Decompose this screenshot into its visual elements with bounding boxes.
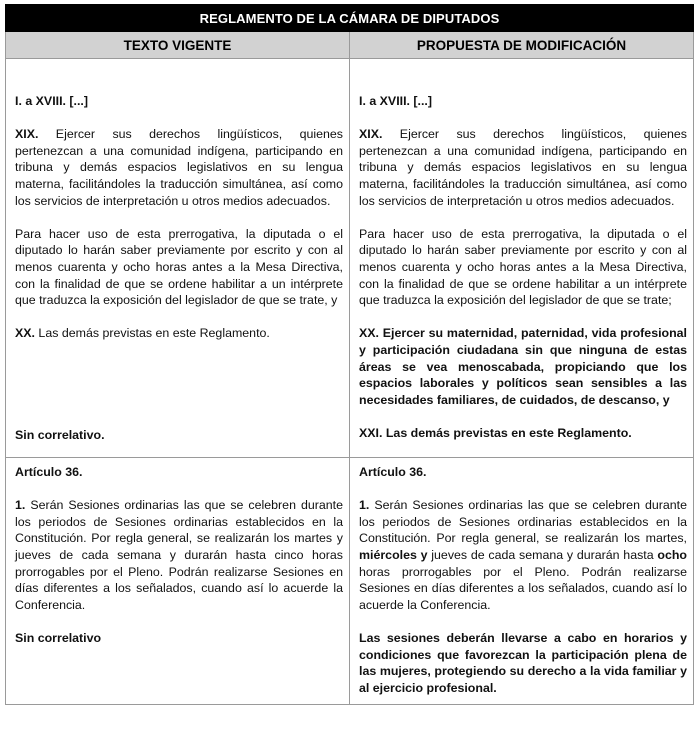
header-texto-vigente: TEXTO VIGENTE <box>6 32 350 59</box>
fraction-xix-number: XIX. <box>15 127 39 142</box>
new-paragraph-sessions: Las sesiones deberán llevarse a cabo en horarios y condiciones que favorezcan la participación plena de las mujeres, protegiendo su derecho a la vida familiar y al ejercicio profesional. <box>359 631 687 695</box>
fractions-placeholder: I. a XVIII. [...] <box>15 94 88 108</box>
header-row <box>6 32 694 59</box>
prerogative-paragraph: Para hacer uso de esta prerrogativa, la diputada o el diputado lo harán saber previamente por escrito y con al menos cuarenta y ocho horas antes a la Mesa Directiva, con la finalidad de que se ordene habilitar a un intérprete que traduzca la exposición del legislador de que se trate, y <box>15 226 343 308</box>
fraction-xix-number: XIX. <box>359 127 383 142</box>
header-propuesta: PROPUESTA DE MODIFICACIÓN <box>350 32 694 59</box>
paragraph-text-c: jueves de cada semana y durarán hasta <box>427 548 658 563</box>
prerogative-paragraph: Para hacer uso de esta prerrogativa, la diputada o el diputado lo harán saber previamente por escrito y con al menos cuarenta y ocho horas antes a la Mesa Directiva, con la finalidad de que se ordene habilitar a un intérprete que traduzca la exposición del legislador de que se trate; <box>359 226 687 308</box>
paragraph-number: 1. <box>359 498 370 513</box>
table-row <box>6 59 694 458</box>
paragraph-text-a: Serán Sesiones ordinarias las que se celebren durante los periodos de Sesiones ordinarias establecidos en la Constitución. Por regla general, se realizarán los martes, <box>359 498 687 546</box>
fraction-xix-text: Ejercer sus derechos lingüísticos, quienes pertenezcan a una comunidad indígena, participando en tribuna y demás espacios legislativos en su lengua materna, facilitándoles la traducción simultánea, así como los servicios de interpretación u otros medios adecuados. <box>359 127 687 208</box>
fraction-xx-number: XX. <box>15 326 35 341</box>
sin-correlativo-label: Sin correlativo. <box>15 427 105 442</box>
fraction-xx-new: XX. Ejercer su maternidad, paternidad, vida profesional y participación ciudadana sin que ninguna de estas áreas se vea menoscabada, propiciando que los espacios laborales y políticos sean sensibles a las necesidades familiares, de cuidados, de descanso, y <box>359 326 687 407</box>
paragraph-text: Serán Sesiones ordinarias las que se celebren durante los periodos de Sesiones ordinarias establecidos en la Constitución. Por regla general, se realizarán los martes y jueves de cada semana y durarán hasta cinco horas prorrogables por el Pleno. Podrán realizarse Sesiones en días diferentes a los señalados, cuando así lo acuerde la Conferencia. <box>15 498 343 612</box>
title-row <box>6 5 694 32</box>
comparison-table <box>5 4 694 705</box>
article-36-paragraph-1 <box>359 497 687 613</box>
fraction-xix <box>15 126 343 209</box>
paragraph-number: 1. <box>15 498 26 513</box>
fraction-xxi: XXI. Las demás previstas en este Reglamento. <box>359 425 632 440</box>
article-36-heading: Artículo 36. <box>15 465 83 480</box>
article-36-paragraph-1 <box>15 497 343 613</box>
row1-right-cell <box>350 59 694 458</box>
paragraph-text-ocho: ocho <box>657 548 687 563</box>
table-row <box>6 458 694 705</box>
paragraph-text-e: horas prorrogables por el Pleno. Podrán realizarse Sesiones en días diferentes a los señalados, cuando así lo acuerde la Conferencia. <box>359 564 687 612</box>
fraction-xix <box>359 126 687 209</box>
table-title: REGLAMENTO DE LA CÁMARA DE DIPUTADOS <box>6 5 694 32</box>
fractions-placeholder: I. a XVIII. [...] <box>359 94 432 108</box>
row2-left-cell <box>6 458 350 705</box>
fraction-xx-text: Las demás previstas en este Reglamento. <box>34 326 270 341</box>
row2-right-cell <box>350 458 694 705</box>
sin-correlativo-label: Sin correlativo <box>15 631 102 646</box>
article-36-heading: Artículo 36. <box>359 465 427 480</box>
row1-left-cell <box>6 59 350 458</box>
fraction-xx <box>15 325 343 342</box>
fraction-xix-text: Ejercer sus derechos lingüísticos, quienes pertenezcan a una comunidad indígena, participando en tribuna y demás espacios legislativos en su lengua materna, facilitándoles la traducción simultánea, así como los servicios de interpretación u otros medios adecuados. <box>15 127 343 208</box>
paragraph-text-miercoles: miércoles y <box>359 548 428 563</box>
